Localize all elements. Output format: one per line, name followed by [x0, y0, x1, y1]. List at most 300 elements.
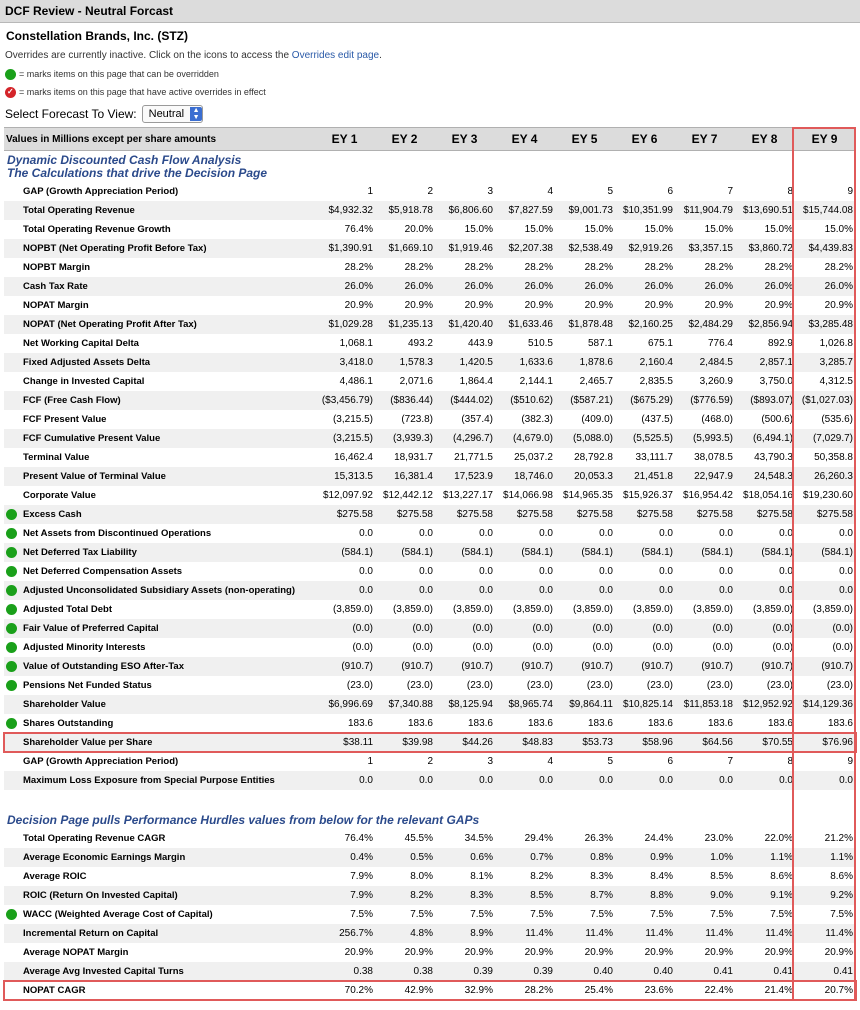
- table-cell: (910.7): [796, 657, 856, 676]
- table-cell: $64.56: [676, 733, 736, 752]
- table-cell: 15.0%: [764, 224, 793, 235]
- table-row: [4, 562, 856, 581]
- table-cell: $3,357.15: [676, 239, 736, 258]
- table-cell: $13,690.51: [736, 201, 796, 220]
- green-dot-icon[interactable]: [6, 661, 17, 672]
- green-dot-icon[interactable]: [6, 642, 17, 653]
- table-cell: 0.0: [419, 566, 433, 577]
- table-cell: 20.9%: [704, 300, 733, 311]
- table-cell: $9,864.11: [556, 695, 616, 714]
- row-label-text: NOPAT (Net Operating Profit After Tax): [23, 319, 197, 330]
- table-cell: 20.9%: [764, 947, 793, 958]
- table-cell: 2,071.6: [399, 376, 433, 387]
- row-label: [4, 486, 316, 505]
- table-cell: 0.41: [676, 962, 736, 981]
- table-row: [4, 315, 856, 334]
- column-header-4: EY 4: [496, 128, 556, 151]
- table-cell: 42.9%: [404, 985, 433, 996]
- table-cell: $53.73: [556, 733, 616, 752]
- table-cell: 76.4%: [344, 224, 373, 235]
- table-cell: 22.4%: [704, 985, 733, 996]
- table-cell: (4,679.0): [496, 429, 556, 448]
- table-cell: 3: [487, 756, 493, 767]
- table-cell: $18,054.16: [742, 490, 793, 501]
- table-cell: $16,954.42: [682, 490, 733, 501]
- table-cell: 0.0: [839, 566, 853, 577]
- table-cell: 0.0: [796, 581, 856, 600]
- overrides-note-text: Overrides are currently inactive. Click on the icons to access the: [5, 50, 292, 61]
- table-cell: $70.55: [736, 733, 796, 752]
- table-cell: 28.2%: [344, 262, 373, 273]
- table-cell: $8,125.94: [436, 695, 496, 714]
- table-cell: 0.7%: [496, 848, 556, 867]
- table-cell: 8.3%: [436, 886, 496, 905]
- table-cell: $275.58: [556, 505, 616, 524]
- table-cell: (0.0): [376, 619, 436, 638]
- table-cell: 20.7%: [824, 985, 853, 996]
- table-cell: (723.8): [401, 414, 433, 425]
- row-label: [4, 182, 316, 201]
- row-label-text: Corporate Value: [23, 490, 96, 501]
- table-cell: (23.0): [466, 680, 493, 691]
- table-cell: 0.0: [496, 581, 556, 600]
- table-cell: 20.9%: [584, 300, 613, 311]
- table-cell: 76.4%: [344, 833, 373, 844]
- table-cell: (500.6): [761, 414, 793, 425]
- table-cell: $58.96: [616, 733, 676, 752]
- table-cell: 0.0: [599, 528, 613, 539]
- table-cell: 256.7%: [316, 924, 376, 943]
- green-dot-icon[interactable]: [6, 718, 17, 729]
- table-row: [4, 277, 856, 296]
- row-label-text: Adjusted Unconsolidated Subsidiary Assets (non-operating): [23, 585, 296, 596]
- table-cell: $1,420.40: [436, 315, 496, 334]
- overrides-edit-link[interactable]: Overrides edit page: [291, 50, 380, 61]
- table-cell: (0.0): [436, 619, 496, 638]
- table-cell: 8.5%: [710, 871, 733, 882]
- table-cell: $6,996.69: [316, 695, 376, 714]
- table-cell: (3,859.0): [692, 604, 733, 615]
- table-cell: 21,451.8: [616, 467, 676, 486]
- table-cell: $2,856.94: [736, 315, 796, 334]
- green-dot-icon[interactable]: [6, 604, 17, 615]
- row-label: [4, 296, 316, 315]
- table-cell: (584.1): [316, 543, 376, 562]
- table-row: [4, 182, 856, 201]
- row-label-text: Shareholder Value: [23, 699, 106, 710]
- table-cell: 4,486.1: [339, 376, 373, 387]
- table-cell: $19,230.60: [802, 490, 853, 501]
- table-cell: 0.6%: [436, 848, 496, 867]
- row-label: [4, 353, 316, 372]
- table-row: [4, 867, 856, 886]
- table-cell: 34.5%: [464, 833, 493, 844]
- table-cell: 0.0: [539, 528, 553, 539]
- table-cell: 9.0%: [676, 886, 736, 905]
- table-cell: 0.0: [719, 566, 733, 577]
- row-label-text: NOPAT CAGR: [23, 985, 86, 996]
- table-cell: (910.7): [316, 657, 376, 676]
- row-label: [4, 581, 316, 600]
- table-row: [4, 296, 856, 315]
- forecast-select-row: [5, 104, 860, 124]
- table-cell: (3,859.0): [512, 604, 553, 615]
- table-cell: 1.1%: [736, 848, 796, 867]
- table-cell: (584.1): [556, 543, 616, 562]
- table-cell: $275.58: [796, 505, 856, 524]
- table-cell: $1,633.46: [496, 315, 556, 334]
- table-cell: $1,919.46: [436, 239, 496, 258]
- table-row: [4, 429, 856, 448]
- table-cell: 510.5: [527, 338, 553, 349]
- table-cell: 28.2%: [584, 262, 613, 273]
- table-row: [4, 524, 856, 543]
- green-dot-icon[interactable]: [6, 528, 17, 539]
- table-cell: 23.6%: [644, 985, 673, 996]
- table-cell: 2,484.5: [676, 353, 736, 372]
- table-cell: $39.98: [376, 733, 436, 752]
- row-label-text: FCF (Free Cash Flow): [23, 395, 121, 406]
- table-cell: 15.0%: [584, 224, 613, 235]
- table-cell: 11.4%: [496, 924, 556, 943]
- table-cell: 0.0: [676, 581, 736, 600]
- row-label-text: Total Operating Revenue CAGR: [23, 833, 166, 844]
- table-row: [4, 353, 856, 372]
- company-name: Constellation Brands, Inc. (STZ): [6, 29, 189, 43]
- table-row: [4, 676, 856, 695]
- row-label-text: Net Assets from Discontinued Operations: [23, 528, 212, 539]
- table-cell: 0.0: [736, 771, 796, 790]
- green-dot-icon[interactable]: [6, 547, 17, 558]
- row-label: [4, 239, 316, 258]
- table-cell: 15,313.5: [316, 467, 376, 486]
- row-label-text: Incremental Return on Capital: [23, 928, 159, 939]
- table-cell: 0.0: [359, 566, 373, 577]
- table-cell: 0.39: [436, 962, 496, 981]
- table-cell: 183.6: [707, 718, 733, 729]
- row-label: [4, 848, 316, 867]
- table-cell: 0.0: [316, 771, 376, 790]
- table-cell: 20.9%: [644, 947, 673, 958]
- table-cell: $14,965.35: [562, 490, 613, 501]
- table-cell: $3,860.72: [736, 239, 796, 258]
- table-cell: 183.6: [647, 718, 673, 729]
- table-cell: $3,285.48: [796, 315, 856, 334]
- column-header-1: EY 1: [316, 128, 376, 151]
- table-cell: 0.0: [779, 528, 793, 539]
- section-title-decision: Decision Page pulls Performance Hurdles values from below for the relevant GAPs: [7, 813, 480, 827]
- table-cell: 26.0%: [316, 277, 376, 296]
- table-cell: 1,633.6: [496, 353, 556, 372]
- table-cell: 0.8%: [556, 848, 616, 867]
- table-cell: (23.0): [646, 680, 673, 691]
- table-cell: 183.6: [407, 718, 433, 729]
- table-cell: (584.1): [376, 543, 436, 562]
- row-label-text: Pensions Net Funded Status: [23, 680, 152, 691]
- table-cell: (7,029.7): [796, 429, 856, 448]
- row-label: [4, 524, 316, 543]
- legend-red: [5, 86, 860, 98]
- table-cell: 20.9%: [524, 947, 553, 958]
- table-cell: 28.2%: [524, 262, 553, 273]
- table-cell: 20.9%: [644, 300, 673, 311]
- table-row: [4, 695, 856, 714]
- table-row: [4, 886, 856, 905]
- table-cell: (409.0): [581, 414, 613, 425]
- row-label: [4, 981, 316, 1000]
- table-cell: ($510.62): [496, 391, 556, 410]
- row-label: [4, 733, 316, 752]
- row-label-text: FCF Cumulative Present Value: [23, 433, 161, 444]
- table-cell: (584.1): [796, 543, 856, 562]
- row-label: [4, 220, 316, 239]
- table-cell: 28.2%: [644, 262, 673, 273]
- row-label: [4, 201, 316, 220]
- table-cell: (584.1): [496, 543, 556, 562]
- table-row: [4, 486, 856, 505]
- row-label-text: Terminal Value: [23, 452, 90, 463]
- table-cell: 0.0: [539, 566, 553, 577]
- table-cell: $1,669.10: [376, 239, 436, 258]
- table-cell: 9.2%: [796, 886, 856, 905]
- row-label: [4, 695, 316, 714]
- table-cell: 50,358.8: [814, 452, 853, 463]
- table-cell: 20.9%: [344, 300, 373, 311]
- row-label-text: Adjusted Minority Interests: [23, 642, 146, 653]
- row-label-text: Average ROIC: [23, 871, 87, 882]
- table-cell: ($587.21): [556, 391, 616, 410]
- table-cell: ($776.59): [676, 391, 736, 410]
- green-dot-icon[interactable]: [6, 623, 17, 634]
- table-cell: 26.0%: [676, 277, 736, 296]
- forecast-select[interactable]: [142, 105, 203, 123]
- table-row: [4, 638, 856, 657]
- table-cell: 21,771.5: [454, 452, 493, 463]
- table-cell: 1,864.4: [459, 376, 493, 387]
- table-cell: $275.58: [496, 505, 556, 524]
- table-cell: 7: [727, 756, 733, 767]
- table-cell: 20.9%: [404, 300, 433, 311]
- table-row: [4, 733, 856, 752]
- row-label: [4, 410, 316, 429]
- row-label-text: ROIC (Return On Invested Capital): [23, 890, 178, 901]
- table-cell: $13,227.17: [442, 490, 493, 501]
- row-label-text: FCF Present Value: [23, 414, 107, 425]
- table-cell: (0.0): [532, 642, 553, 653]
- table-cell: 8.4%: [650, 871, 673, 882]
- table-cell: 9: [847, 186, 853, 197]
- table-cell: $14,066.98: [502, 490, 553, 501]
- table-cell: 0.0: [419, 528, 433, 539]
- table-cell: $275.58: [616, 505, 676, 524]
- table-cell: (0.0): [832, 642, 853, 653]
- table-cell: 20.9%: [704, 947, 733, 958]
- table-cell: 0.0: [599, 566, 613, 577]
- table-cell: 7.5%: [410, 909, 433, 920]
- table-cell: 33,111.7: [635, 452, 673, 463]
- row-label-text: NOPAT Margin: [23, 300, 89, 311]
- row-label: [4, 372, 316, 391]
- table-cell: 11.4%: [736, 924, 796, 943]
- table-cell: 2: [427, 186, 433, 197]
- row-label-text: Excess Cash: [23, 509, 82, 520]
- table-cell: $1,878.48: [556, 315, 616, 334]
- table-cell: 7.5%: [830, 909, 853, 920]
- table-cell: (910.7): [676, 657, 736, 676]
- table-cell: (23.0): [406, 680, 433, 691]
- row-label-text: Present Value of Terminal Value: [23, 471, 166, 482]
- table-cell: 28.2%: [704, 262, 733, 273]
- table-cell: 7.5%: [470, 909, 493, 920]
- table-cell: 3,285.7: [796, 353, 856, 372]
- table-row: [4, 410, 856, 429]
- table-cell: $4,932.32: [316, 201, 376, 220]
- row-label: [4, 905, 316, 924]
- table-cell: 1,578.3: [376, 353, 436, 372]
- row-label-text: Average NOPAT Margin: [23, 947, 129, 958]
- table-cell: 3: [487, 186, 493, 197]
- row-label: [4, 714, 316, 733]
- table-cell: $44.26: [436, 733, 496, 752]
- row-label: [4, 943, 316, 962]
- table-cell: 26.0%: [556, 277, 616, 296]
- green-dot-icon[interactable]: [6, 909, 17, 920]
- green-dot-icon[interactable]: [6, 680, 17, 691]
- row-label: [4, 867, 316, 886]
- table-cell: 15.0%: [644, 224, 673, 235]
- table-cell: 0.41: [736, 962, 796, 981]
- table-cell: $14,129.36: [796, 695, 856, 714]
- table-cell: ($893.07): [736, 391, 796, 410]
- green-dot-icon: [5, 69, 16, 80]
- table-cell: 8: [787, 756, 793, 767]
- table-cell: $76.96: [796, 733, 856, 752]
- table-cell: 11.4%: [556, 924, 616, 943]
- green-dot-icon[interactable]: [6, 509, 17, 520]
- table-row: [4, 924, 856, 943]
- table-cell: (23.0): [766, 680, 793, 691]
- table-cell: 183.6: [827, 718, 853, 729]
- table-cell: 11.4%: [796, 924, 856, 943]
- table-cell: 0.0: [376, 771, 436, 790]
- table-cell: 4: [547, 756, 553, 767]
- table-row: [4, 905, 856, 924]
- table-cell: 8.2%: [376, 886, 436, 905]
- table-cell: (3,939.3): [376, 429, 436, 448]
- table-cell: 0.0: [436, 771, 496, 790]
- table-cell: (910.7): [376, 657, 436, 676]
- table-cell: (23.0): [706, 680, 733, 691]
- table-cell: ($836.44): [376, 391, 436, 410]
- table-cell: (910.7): [496, 657, 556, 676]
- table-cell: (3,859.0): [392, 604, 433, 615]
- table-cell: (0.0): [676, 619, 736, 638]
- table-row: [4, 239, 856, 258]
- table-cell: $275.58: [376, 505, 436, 524]
- table-cell: $10,351.99: [616, 201, 676, 220]
- table-cell: (468.0): [701, 414, 733, 425]
- table-row: [4, 581, 856, 600]
- row-label-text: Average Economic Earnings Margin: [23, 852, 186, 863]
- table-cell: 26.3%: [584, 833, 613, 844]
- table-cell: 18,931.7: [394, 452, 433, 463]
- red-check-icon: [5, 87, 16, 98]
- table-cell: 443.9: [467, 338, 493, 349]
- table-cell: 7.5%: [770, 909, 793, 920]
- row-label: [4, 752, 316, 771]
- table-row: [4, 943, 856, 962]
- table-cell: 2,144.1: [519, 376, 553, 387]
- table-cell: 892.9: [767, 338, 793, 349]
- table-row: [4, 448, 856, 467]
- table-cell: 0.0: [779, 566, 793, 577]
- table-cell: 1.1%: [796, 848, 856, 867]
- table-cell: (0.0): [592, 642, 613, 653]
- table-cell: 28.2%: [464, 262, 493, 273]
- table-cell: 0.0: [556, 771, 616, 790]
- table-cell: 22.0%: [764, 833, 793, 844]
- table-cell: 8.7%: [556, 886, 616, 905]
- table-cell: (535.6): [821, 414, 853, 425]
- column-header-8: EY 8: [736, 128, 796, 151]
- section-decision-title: [4, 798, 856, 829]
- table-cell: 0.0: [316, 581, 376, 600]
- table-cell: (3,215.5): [332, 414, 373, 425]
- green-dot-icon[interactable]: [6, 585, 17, 596]
- table-cell: (4,296.7): [436, 429, 496, 448]
- row-label: [4, 962, 316, 981]
- row-label-text: Net Working Capital Delta: [23, 338, 139, 349]
- green-dot-icon[interactable]: [6, 566, 17, 577]
- column-header-9: EY 9: [796, 128, 856, 151]
- table-cell: 15.0%: [704, 224, 733, 235]
- table-cell: 7.5%: [530, 909, 553, 920]
- table-cell: 8.6%: [830, 871, 853, 882]
- table-cell: 8.1%: [470, 871, 493, 882]
- table-cell: 9.1%: [736, 886, 796, 905]
- header-label: Values in Millions except per share amounts: [4, 128, 316, 151]
- table-cell: 8.3%: [590, 871, 613, 882]
- table-cell: 20.9%: [464, 300, 493, 311]
- table-cell: 26.0%: [736, 277, 796, 296]
- overrides-note: [5, 49, 860, 62]
- table-cell: 2,857.1: [736, 353, 796, 372]
- table-cell: 8.8%: [616, 886, 676, 905]
- table-cell: 24,548.3: [736, 467, 796, 486]
- table-cell: 20.9%: [464, 947, 493, 958]
- column-header-5: EY 5: [556, 128, 616, 151]
- table-cell: 4.8%: [376, 924, 436, 943]
- table-cell: 20,053.3: [556, 467, 616, 486]
- table-cell: 25,037.2: [514, 452, 553, 463]
- table-cell: 0.0: [556, 581, 616, 600]
- table-cell: 29.4%: [524, 833, 553, 844]
- table-cell: 70.2%: [344, 985, 373, 996]
- table-cell: 25.4%: [584, 985, 613, 996]
- table-cell: (6,494.1): [736, 429, 796, 448]
- table-cell: 21.4%: [764, 985, 793, 996]
- table-cell: 0.41: [796, 962, 856, 981]
- row-label-text: Total Operating Revenue Growth: [23, 224, 171, 235]
- table-cell: (0.0): [352, 642, 373, 653]
- table-cell: 0.38: [316, 962, 376, 981]
- table-cell: (5,088.0): [556, 429, 616, 448]
- table-cell: 183.6: [587, 718, 613, 729]
- table-cell: 38,078.5: [694, 452, 733, 463]
- table-cell: 0.0: [719, 528, 733, 539]
- table-cell: 7.5%: [590, 909, 613, 920]
- table-cell: 26,260.3: [796, 467, 856, 486]
